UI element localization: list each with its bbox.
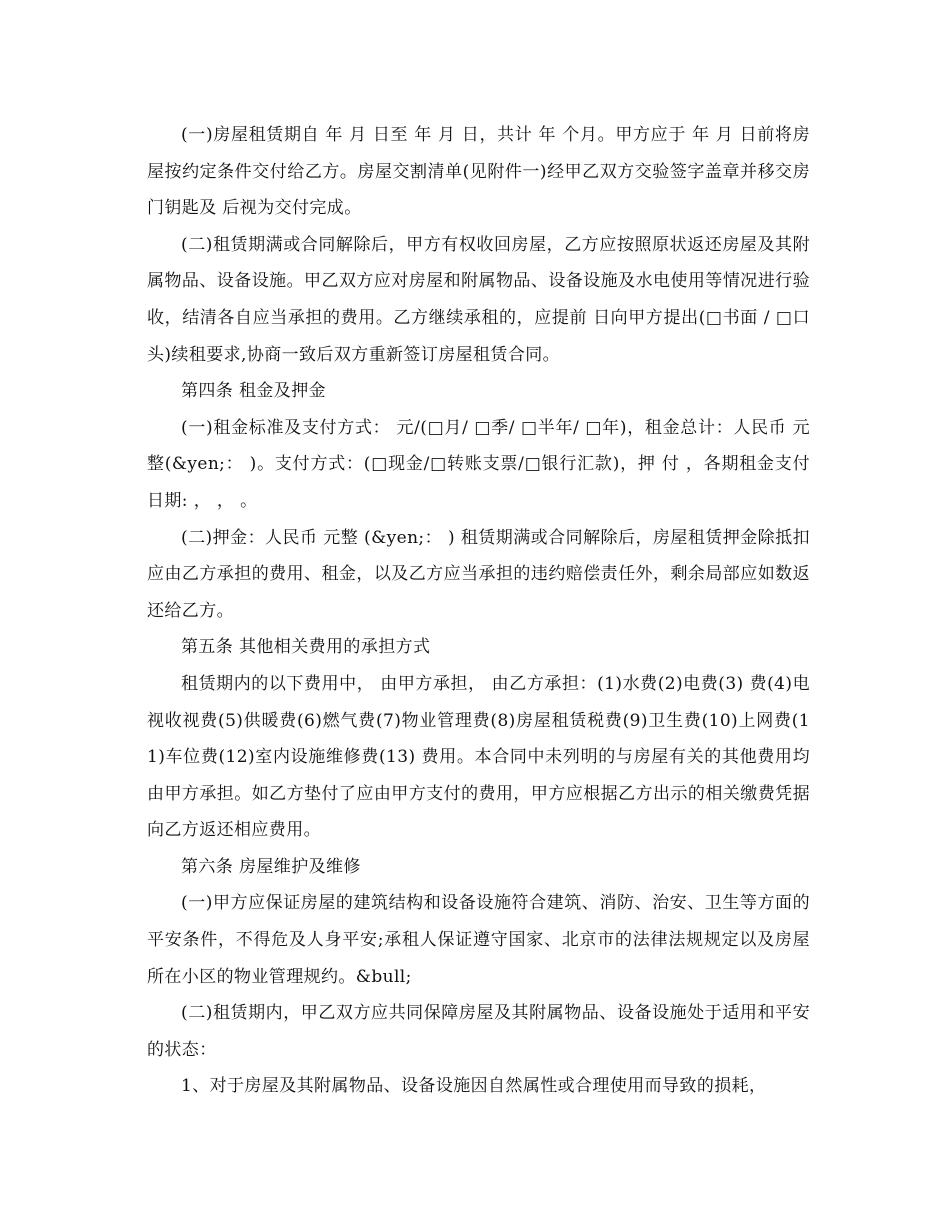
paragraph-lease-end-return: (二)租赁期满或合同解除后，甲方有权收回房屋，乙方应按照原状返还房屋及其附属物品、设备设施。甲乙双方应对房屋和附属物品、设备设施及水电使用等情况进行验收，结清各自应当承担的费用。乙方继续承租的，应提前 日向甲方提出(□书面 / □口头)续租要求,协商一致后双方重新签订房屋租赁合同。 — [147, 234, 810, 365]
heading-article-6: 第六条 房屋维护及维修 — [181, 856, 361, 877]
heading-article-5: 第五条 其他相关费用的承担方式 — [181, 637, 431, 658]
paragraph-deposit: (二)押金：人民币 元整 (&yen;： ) 租赁期满或合同解除后，房屋租赁押金除抵扣应由乙方承担的费用、租金，以及乙方应当承担的违约赔偿责任外，剩余局部应如数返还给乙方。 — [147, 527, 810, 621]
paragraph-lease-term: (一)房屋租赁期自 年 月 日至 年 月 日，共计 年 个月。甲方应于 年 月 日前将房屋按约定条件交付给乙方。房屋交割清单(见附件一)经甲乙双方交验签字盖章并移交房门钥匙及 后视为交付完成。 — [147, 125, 810, 219]
paragraph-safety-conditions: (一)甲方应保证房屋的建筑结构和设备设施符合建筑、消防、治安、卫生等方面的平安条件，不得危及人身平安;承租人保证遵守国家、北京市的法律法规规定以及房屋所在小区的物业管理规约。&bull; — [147, 893, 810, 987]
paragraph-rent-standard: (一)租金标准及支付方式： 元/(□月/ □季/ □半年/ □年)，租金总计：人民币 元整(&yen;： )。支付方式：(□现金/□转账支票/□银行汇款)，押 付 ，各期租金支付日期: ， ， 。 — [147, 417, 810, 511]
heading-article-4: 第四条 租金及押金 — [181, 381, 327, 402]
paragraph-fee-allocation: 租赁期内的以下费用中， 由甲方承担， 由乙方承担：(1)水费(2)电费(3) 费(4)电视收视费(5)供暖费(6)燃气费(7)物业管理费(8)房屋租赁税费(9)卫生费(10)上网费(11)车位费(12)室内设施维修费(13) 费用。本合同中未列明的与房屋有关的其他费用均由甲方承担。如乙方垫付了应由甲方支付的费用，甲方应根据乙方出示的相关缴费凭据向乙方返还相应费用。 — [147, 673, 810, 841]
paragraph-joint-maintenance: (二)租赁期内，甲乙双方应共同保障房屋及其附属物品、设备设施处于适用和平安的状态： — [147, 1003, 810, 1060]
paragraph-wear-and-tear: 1、对于房屋及其附属物品、设备设施因自然属性或合理使用而导致的损耗， — [181, 1076, 767, 1097]
